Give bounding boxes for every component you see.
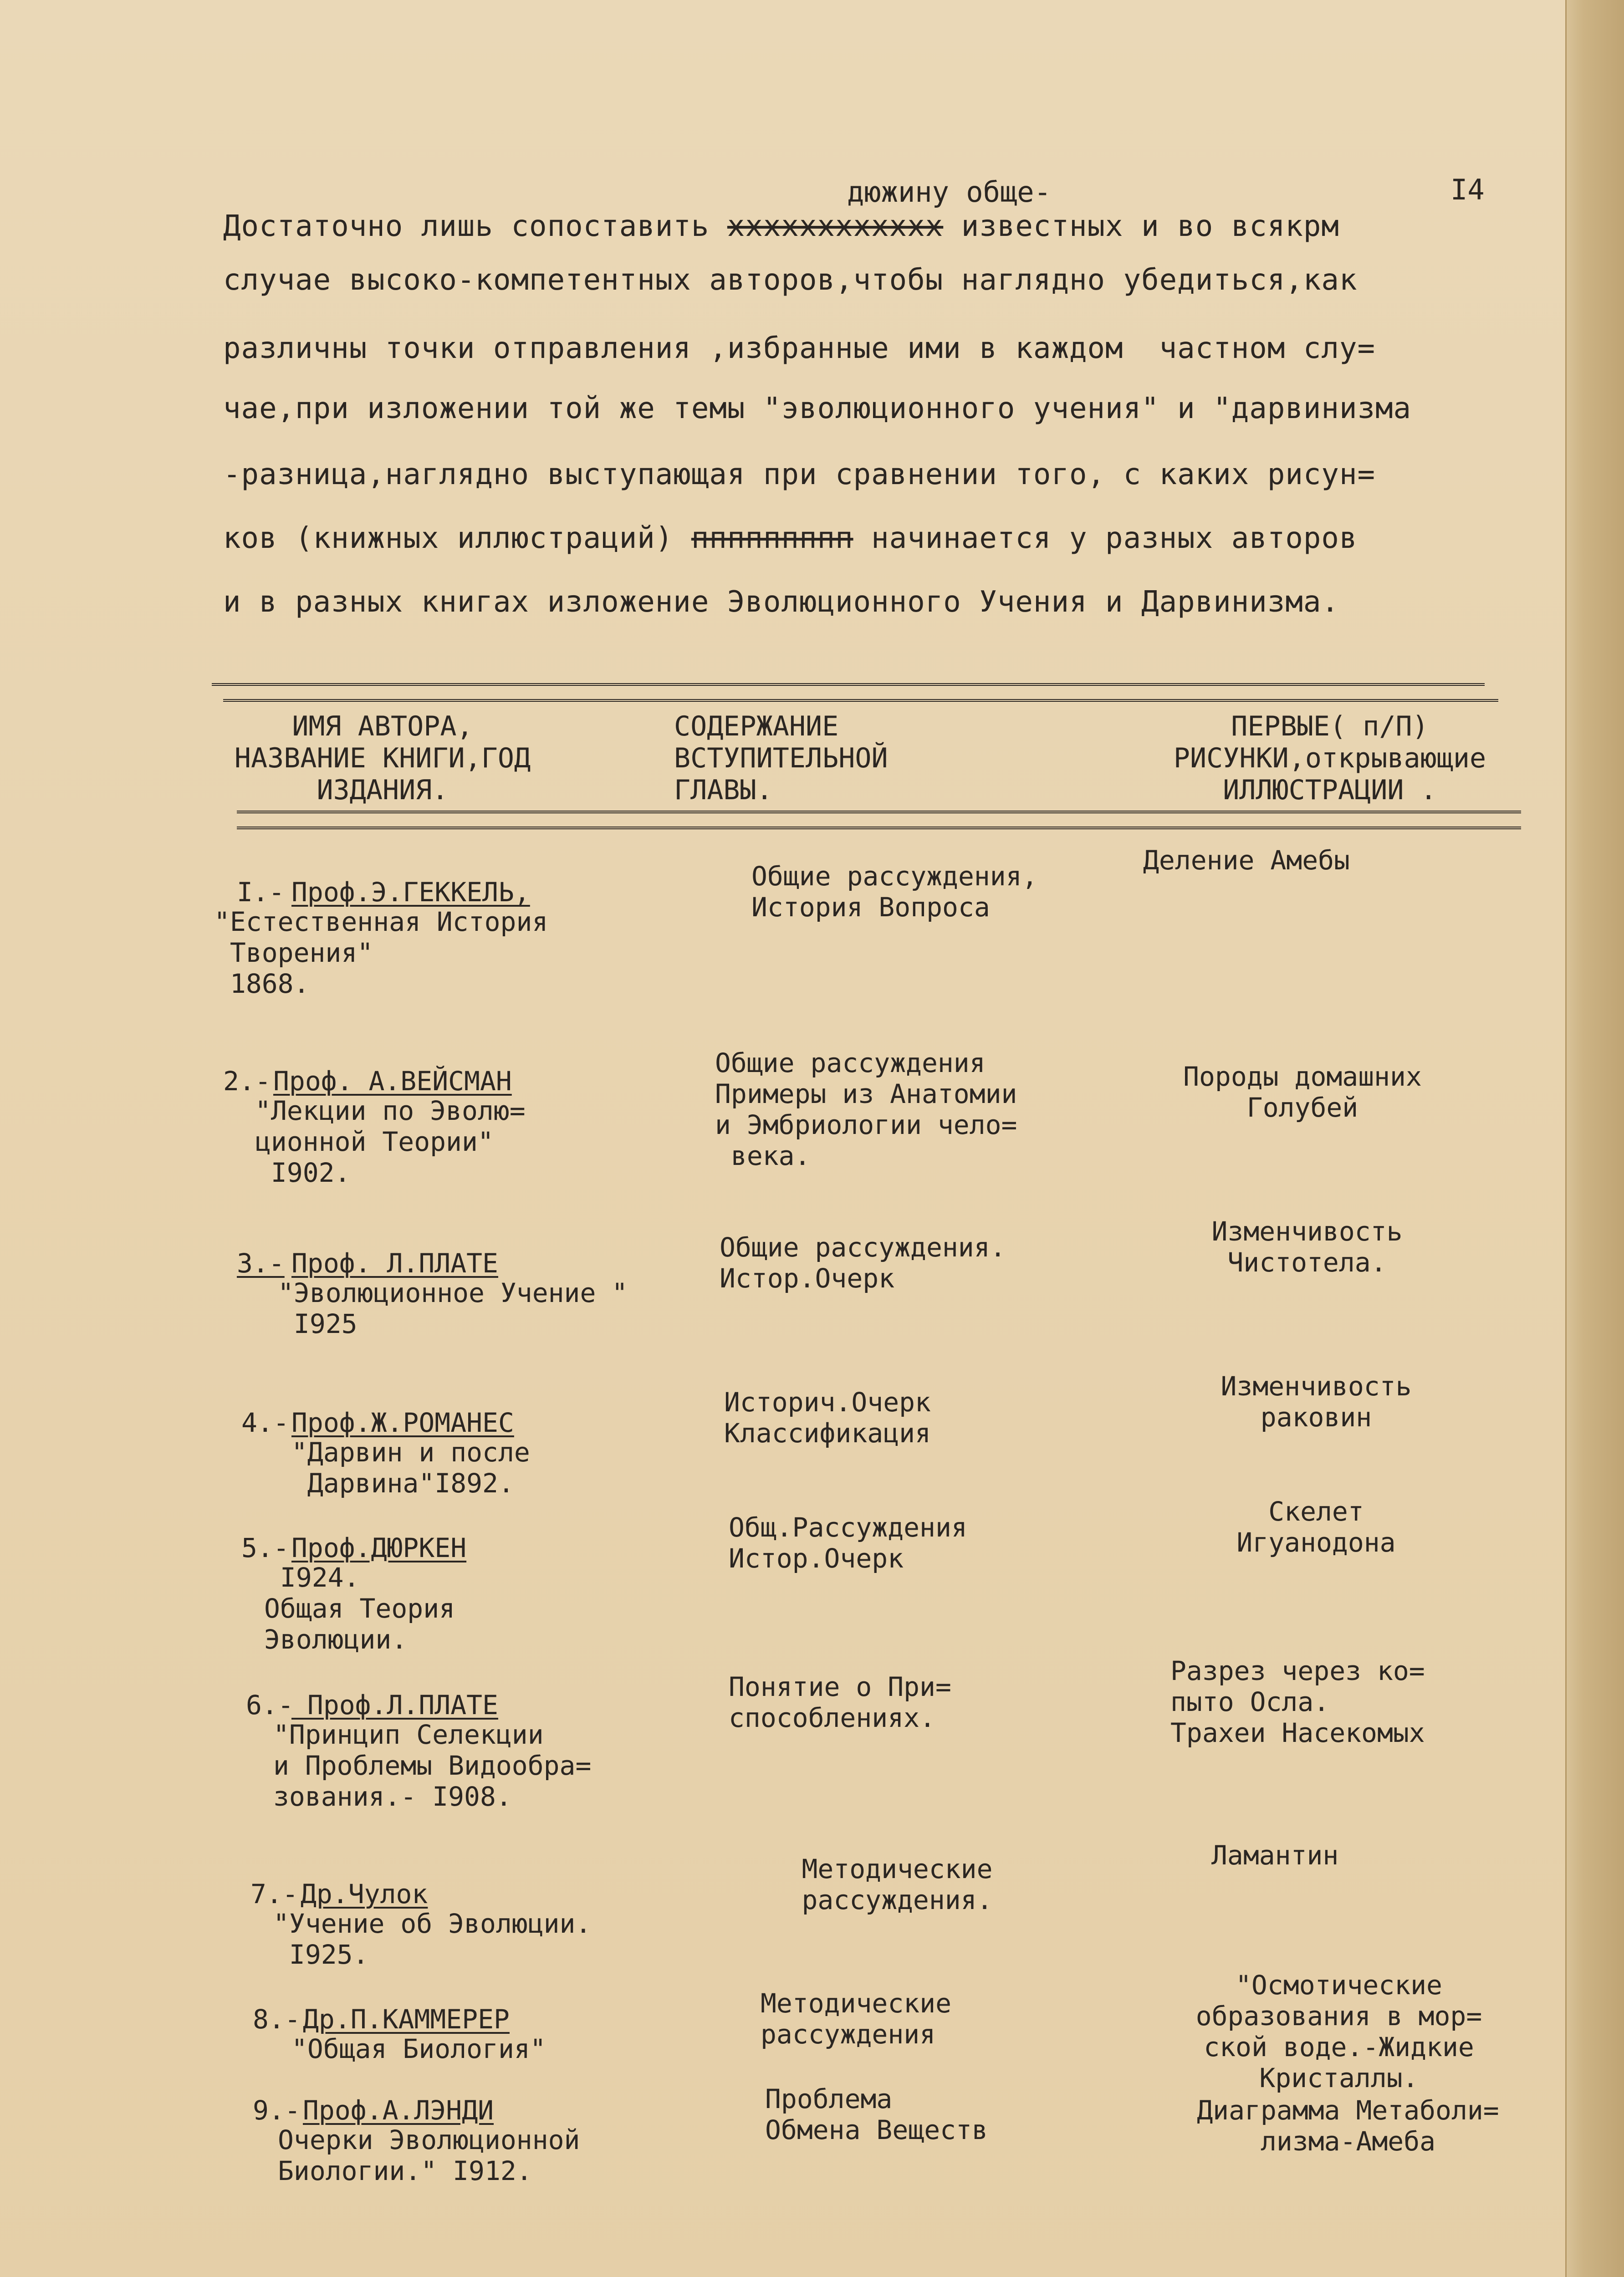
row-8-number: 8.- <box>253 2004 301 2035</box>
row-8-content: Методические рассуждения <box>761 1988 952 2050</box>
row-4-author: Проф.Ж.РОМАНЕС <box>291 1407 514 1438</box>
row-3-author: Проф. Л.ПЛАТЕ <box>291 1248 498 1279</box>
row-7-author: Др.Чулок <box>301 1879 428 1909</box>
line6-struck-text: ппппппппп <box>691 521 853 555</box>
row-8-illustration: "Осмотические образования в мор= ской воде.-Жидкие Кристаллы. <box>1195 1970 1482 2093</box>
line6-start: ков (книжных иллюстраций) <box>223 521 691 555</box>
row-2-content: Общие рассуждения Примеры из Анатомии и Эмбриологии чело= века. <box>715 1047 1017 1171</box>
table-top-rule <box>212 683 1485 686</box>
page-edge <box>1565 0 1624 2277</box>
row-4-book: "Дарвин и после Дарвина"I892. <box>291 1437 530 1499</box>
row-1-number: I.- <box>237 877 285 908</box>
row-9-author: Проф.А.ЛЭНДИ <box>303 2095 494 2126</box>
table-header-rule-2 <box>237 827 1521 829</box>
line1-end: известных и во всякрм <box>943 209 1339 243</box>
row-5-illustration: Скелет Игуанодона <box>1236 1496 1396 1558</box>
page-number: I4 <box>1450 173 1485 206</box>
row-1-illustration: Деление Амебы <box>1143 845 1350 876</box>
row-2-number: 2.- <box>223 1066 271 1097</box>
row-1-author: Проф.Э.ГЕККЕЛЬ, <box>291 877 530 908</box>
row-9-illustration: Диаграмма Метаболи= лизма-Амеба <box>1197 2095 1499 2157</box>
header-author: ИМЯ АВТОРА, НАЗВАНИЕ КНИГИ,ГОД ИЗДАНИЯ. <box>234 710 531 806</box>
paragraph-line-4: чае,при изложении той же темы "эволюционного учения" и "дарвинизма <box>223 392 1412 425</box>
row-6-author: Проф.Л.ПЛАТЕ <box>291 1690 498 1721</box>
row-6-number: 6.- <box>246 1690 294 1721</box>
row-7-number: 7.- <box>250 1879 298 1909</box>
inserted-words: дюжину обще- <box>847 175 1051 209</box>
row-6-book: "Принцип Селекции и Проблемы Видообра= зования.- I908. <box>273 1719 592 1812</box>
row-1-book: "Естественная История Творения" 1868. <box>214 906 548 999</box>
paragraph-line-5: -разница,наглядно выступающая при сравнении того, с каких рисун= <box>223 458 1375 491</box>
row-4-number: 4.- <box>241 1407 289 1438</box>
row-2-book: "Лекции по Эволю= ционной Теории" I902. <box>255 1095 526 1188</box>
line6-end: начинается у разных авторов <box>853 521 1358 555</box>
table-header-rule <box>237 811 1521 813</box>
row-5-book: I924. Общая Теория Эволюции. <box>264 1562 455 1655</box>
line1-start: Достаточно лишь сопоставить <box>223 209 727 243</box>
row-9-content: Проблема Обмена Веществ <box>765 2083 988 2145</box>
header-illustrations: ПЕРВЫЕ( п/П) РИСУНКИ,открывающие ИЛЛЮСТРАЦИИ . <box>1173 710 1486 806</box>
header-content: СОДЕРЖАНИЕ ВСТУПИТЕЛЬНОЙ ГЛАВЫ. <box>674 710 888 806</box>
row-3-content: Общие рассуждения. Истор.Очерк <box>720 1232 1006 1294</box>
paragraph-line-3: различны точки отправления ,избранные ими в каждом частном слу= <box>223 332 1375 365</box>
row-4-content: Историч.Очерк Классификация <box>724 1387 931 1449</box>
paragraph-line-7: и в разных книгах изложение Эволюционного Учения и Дарвинизма. <box>223 585 1339 619</box>
paragraph-line-2: случае высоко-компетентных авторов,чтобы наглядно убедиться,как <box>223 263 1358 297</box>
row-9-number: 9.- <box>253 2095 301 2126</box>
row-5-content: Общ.Рассуждения Истор.Очерк <box>729 1512 967 1574</box>
row-4-illustration: Изменчивость раковин <box>1221 1371 1412 1433</box>
row-8-author: Др.П.КАММЕРЕР <box>303 2004 510 2035</box>
row-3-number: 3.- <box>237 1248 285 1279</box>
row-2-author: Проф. А.ВЕЙСМАН <box>273 1066 512 1097</box>
row-3-book: "Эволюционное Учение " I925 <box>278 1277 628 1339</box>
row-5-number: 5.- <box>241 1532 289 1563</box>
row-7-book: "Учение об Эволюции. I925. <box>273 1908 592 1970</box>
paragraph-line-1 <box>223 209 1339 243</box>
row-3-illustration: Изменчивость Чистотела. <box>1211 1216 1403 1278</box>
table-top-rule-2 <box>223 699 1498 702</box>
row-9-book: Очерки Эволюционной Биологии." I912. <box>278 2124 580 2186</box>
row-2-illustration: Породы домашних Голубей <box>1183 1061 1422 1123</box>
row-8-book: "Общая Биология" <box>291 2033 546 2064</box>
row-5-author: Проф.ДЮРКЕН <box>291 1532 467 1563</box>
paragraph-line-6 <box>223 521 1357 555</box>
row-6-content: Понятие о При= способлениях. <box>729 1671 951 1733</box>
row-7-content: Методические рассуждения. <box>802 1853 993 1915</box>
line1-struck-text: хххххххххххх <box>727 209 944 243</box>
row-7-illustration: Ламантин <box>1211 1840 1339 1871</box>
row-1-content: Общие рассуждения, История Вопроса <box>751 861 1038 923</box>
row-6-illustration: Разрез через ко= пыто Осла. Трахеи Насекомых <box>1170 1655 1425 1748</box>
